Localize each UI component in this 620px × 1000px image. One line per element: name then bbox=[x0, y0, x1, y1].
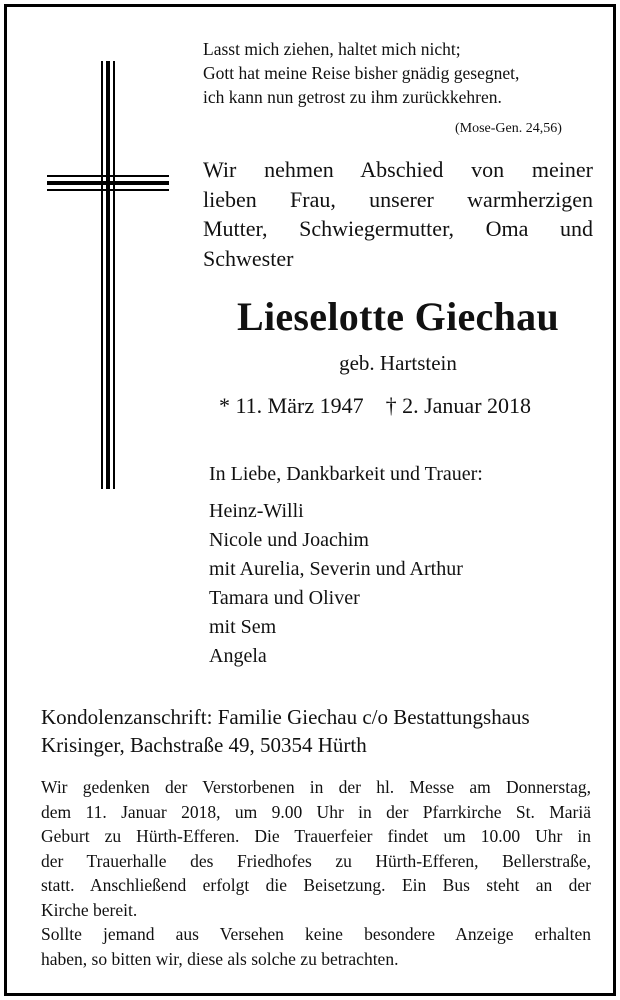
farewell-text bbox=[203, 155, 593, 273]
notice-line: Sollte jemand aus Versehen keine besondere Anzeige erhalten bbox=[41, 924, 591, 944]
bible-verse bbox=[203, 37, 593, 109]
verse-reference: (Mose-Gen. 24,56) bbox=[455, 121, 562, 136]
mourner-name: Nicole und Joachim bbox=[209, 529, 369, 551]
birth-date: * 11. März 1947 bbox=[219, 393, 364, 418]
deceased-name: Lieselotte Giechau bbox=[236, 294, 559, 339]
verse-line: Lasst mich ziehen, haltet mich nicht; bbox=[203, 39, 461, 59]
farewell-line: Wir nehmen Abschied von meiner bbox=[203, 157, 593, 182]
farewell-line: Mutter, Schwiegermutter, Oma und bbox=[203, 216, 593, 241]
mourner-name: Angela bbox=[209, 645, 267, 667]
notice-line: Wir gedenken der Verstorbenen in der hl. Messe am Donnerstag, bbox=[41, 777, 591, 797]
mourners-intro: In Liebe, Dankbarkeit und Trauer: bbox=[209, 463, 483, 485]
notice-line: der Trauerhalle des Friedhofes zu Hürth-Efferen, Bellerstraße, bbox=[41, 850, 591, 871]
mourners-list bbox=[209, 497, 463, 671]
notice-line: statt. Anschließend erfolgt die Beisetzung. Ein Bus steht an der bbox=[41, 875, 591, 895]
obituary-notice bbox=[4, 4, 616, 996]
condolence-address bbox=[41, 703, 591, 759]
mourner-name: mit Aurelia, Severin und Arthur bbox=[209, 558, 463, 580]
farewell-line: Schwester bbox=[203, 245, 294, 271]
condolence-line: Kondolenzanschrift: Familie Giechau c/o Bestattungshaus bbox=[41, 705, 530, 729]
verse-line: Gott hat meine Reise bisher gnädig gesegnet, bbox=[203, 63, 520, 83]
life-dates bbox=[219, 393, 531, 419]
notice-line: Kirche bereit. bbox=[41, 899, 138, 920]
mourner-name: Heinz-Willi bbox=[209, 500, 304, 522]
notice-line: Geburt zu Hürth-Efferen. Die Trauerfeier findet um 10.00 Uhr in bbox=[41, 826, 591, 846]
mourner-name: mit Sem bbox=[209, 616, 277, 638]
condolence-line: Krisinger, Bachstraße 49, 50354 Hürth bbox=[41, 733, 367, 757]
birth-name: geb. Hartstein bbox=[339, 351, 457, 375]
death-date: † 2. Januar 2018 bbox=[385, 393, 532, 418]
notice-line: dem 11. Januar 2018, um 9.00 Uhr in der Pfarrkirche St. Mariä bbox=[41, 801, 591, 822]
mourner-name: Tamara und Oliver bbox=[209, 587, 360, 609]
verse-line: ich kann nun getrost zu ihm zurückkehren. bbox=[203, 87, 502, 107]
cross-icon bbox=[101, 61, 115, 489]
farewell-line: lieben Frau, unserer warmherzigen bbox=[203, 186, 593, 212]
cross-icon-beam bbox=[47, 175, 169, 191]
service-notice bbox=[41, 775, 591, 971]
notice-line: haben, so bitten wir, diese als solche zu betrachten. bbox=[41, 948, 399, 969]
